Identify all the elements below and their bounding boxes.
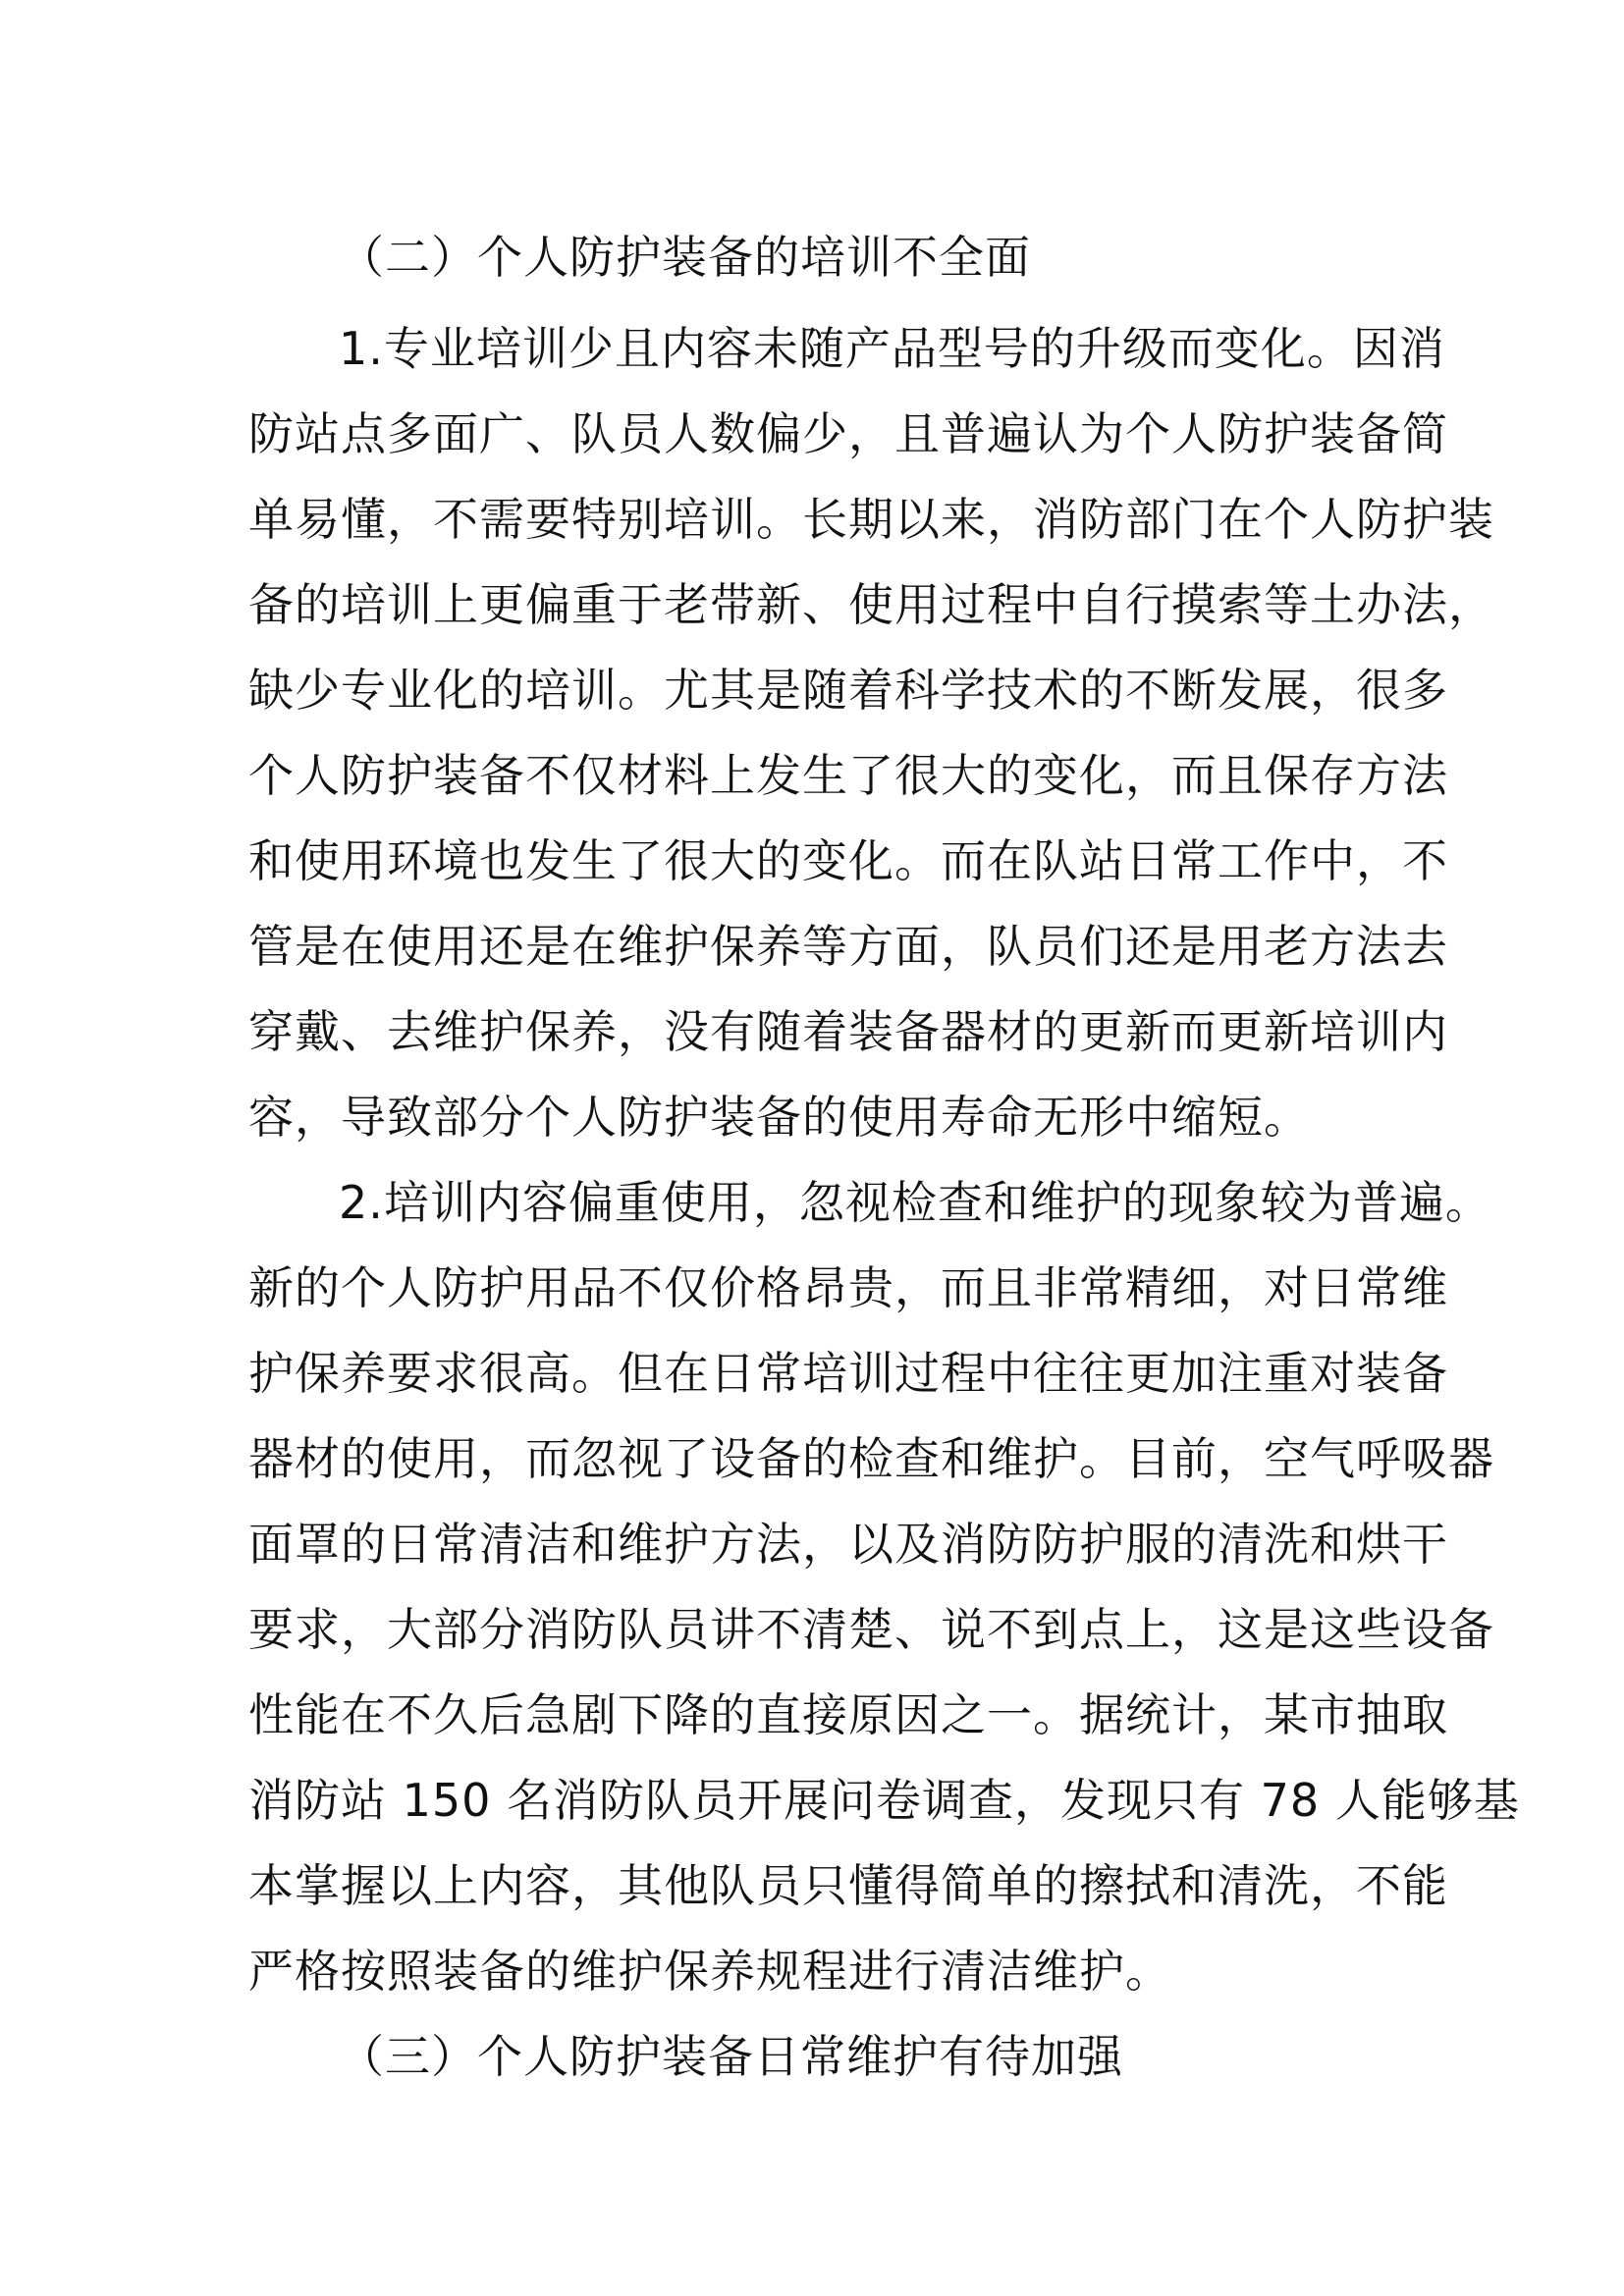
paragraph-line: 要求，大部分消防队员讲不清楚、说不到点上，这是这些设备 [248,1603,1494,1656]
paragraph-line: 备的培训上更偏重于老带新、使用过程中自行摸索等土办法， [248,578,1494,631]
paragraph-line: 穿戴、去维护保养，没有随着装备器材的更新而更新培训内 [248,1005,1448,1058]
paragraph-line: 2.培训内容偏重使用，忽视检查和维护的现象较为普遍。 [339,1176,1491,1229]
section-heading-2: （二）个人防护装备的培训不全面 [339,231,1031,284]
paragraph-line: 器材的使用，而忽视了设备的检查和维护。目前，空气呼吸器 [248,1432,1494,1485]
paragraph-line: 个人防护装备不仅材料上发生了很大的变化，而且保存方法 [248,749,1448,802]
paragraph-line: 新的个人防护用品不仅价格昂贵，而且非常精细，对日常维 [248,1261,1448,1314]
paragraph-line: 和使用环境也发生了很大的变化。而在队站日常工作中，不 [248,834,1448,887]
paragraph-line: 护保养要求很高。但在日常培训过程中往往更加注重对装备 [248,1347,1448,1400]
paragraph-line: 防站点多面广、队员人数偏少，且普遍认为个人防护装备简 [248,407,1448,460]
paragraph-line: 1.专业培训少且内容未随产品型号的升级而变化。因消 [339,322,1445,375]
paragraph-line: 容，导致部分个人防护装备的使用寿命无形中缩短。 [248,1091,1310,1144]
paragraph-line: 消防站 150 名消防队员开展问卷调查，发现只有 78 人能够基 [248,1774,1520,1827]
paragraph-line: 性能在不久后急剧下降的直接原因之一。据统计，某市抽取 [248,1688,1448,1741]
paragraph-line: 管是在使用还是在维护保养等方面，队员们还是用老方法去 [248,920,1448,973]
paragraph-line: 本掌握以上内容，其他队员只懂得简单的擦拭和清洗，不能 [248,1859,1448,1912]
section-heading-3: （三）个人防护装备日常维护有待加强 [339,2030,1123,2083]
paragraph-line: 严格按照装备的维护保养规程进行清洁维护。 [248,1945,1171,1998]
paragraph-line: 面罩的日常清洁和维护方法，以及消防防护服的清洗和烘干 [248,1518,1448,1571]
paragraph-line: 缺少专业化的培训。尤其是随着科学技术的不断发展，很多 [248,664,1448,717]
paragraph-line: 单易懂，不需要特别培训。长期以来，消防部门在个人防护装 [248,493,1494,546]
